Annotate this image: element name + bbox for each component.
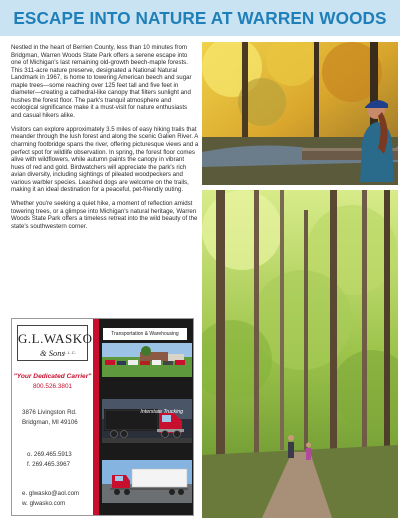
article-paragraph: Visitors can explore approximately 3.5 miles of easy hiking trails that meander through the lush forest and along the scenic Galien River. A charming footbridge spans the river, offering picturesque views and a perfect spot for wildlife observation. In spring, the forest floor comes alive with wildflowers, while autumn paints the canopy in vibrant hues of red and gold. Birdwatchers will appreciate the park's rich avian diversity, including sightings of pileated woodpeckers and various warbler species. Leashed dogs are welcome on the trails, making it an ideal destination for a peaceful, pet-friendly outing. — [11, 125, 199, 194]
white-trailer-photo — [102, 460, 192, 503]
autumn-hiker-photo — [202, 42, 398, 185]
ad-online-contacts — [22, 489, 79, 509]
title-banner — [0, 0, 400, 36]
fax-number: f. 269.465.3967 — [27, 461, 71, 468]
ad-slogan: "Your Dedicated Carrier" — [13, 373, 92, 380]
company-logo — [17, 325, 93, 361]
article-paragraph: Nestled in the heart of Berrien County, less than 10 minutes from Bridgman, Warren Woods State Park offers a serene escape into one of Michigan's last remaining old-growth beech-maple forests. This 311-acre nature preserve, designated a National Natural Landmark in 1967, is home to towering American beech and sugar maple trees—some reaching over 125 feet tall and five feet in diameter—creating a cathedral-like canopy that filters sunlight and hushes the forest floor. The park's tranquil atmosphere and ecological significance make it a must-visit for nature enthusiasts and casual hikers alike. — [11, 44, 192, 119]
address-line: Bridgman, MI 49106 — [22, 419, 78, 426]
article-paragraph: Whether you're seeking a quiet hike, a moment of reflection amidst towering trees, or a glimpse into Michigan's natural heritage, Warren Woods State Park offers a timeless retreat into the wild beauty of the state's southwestern corner. — [11, 200, 198, 230]
ad-phone-main[interactable]: 800.526.3801 — [32, 383, 73, 390]
address-line: 3876 Livingston Rd. — [22, 409, 77, 416]
transport-label: Transportation & Warehousing — [103, 328, 187, 340]
website-link[interactable]: w. glwasko.com — [22, 500, 66, 507]
red-truck-photo — [102, 399, 192, 443]
logo-llc-text: L.L.C. — [64, 350, 77, 355]
advertisement-gl-wasko[interactable] — [11, 318, 194, 516]
forest-trail-photo — [202, 190, 398, 518]
ad-photo-panel — [99, 319, 193, 515]
ad-address — [22, 408, 78, 428]
article-body — [11, 44, 199, 237]
truck-caption: Interstate Trucking — [140, 409, 183, 415]
ad-info-panel — [12, 319, 93, 515]
ad-phone-numbers — [27, 450, 72, 470]
email-link[interactable]: e. glwasko@aol.com — [22, 490, 80, 497]
logo-main-text: G.L.WASKO — [18, 331, 93, 346]
logo-sub-text: & Sons — [40, 348, 65, 358]
page-title: ESCAPE INTO NATURE AT WARREN WOODS — [13, 7, 387, 28]
trucks-lot-photo — [102, 343, 192, 377]
office-phone[interactable]: o. 269.465.5913 — [27, 451, 72, 458]
